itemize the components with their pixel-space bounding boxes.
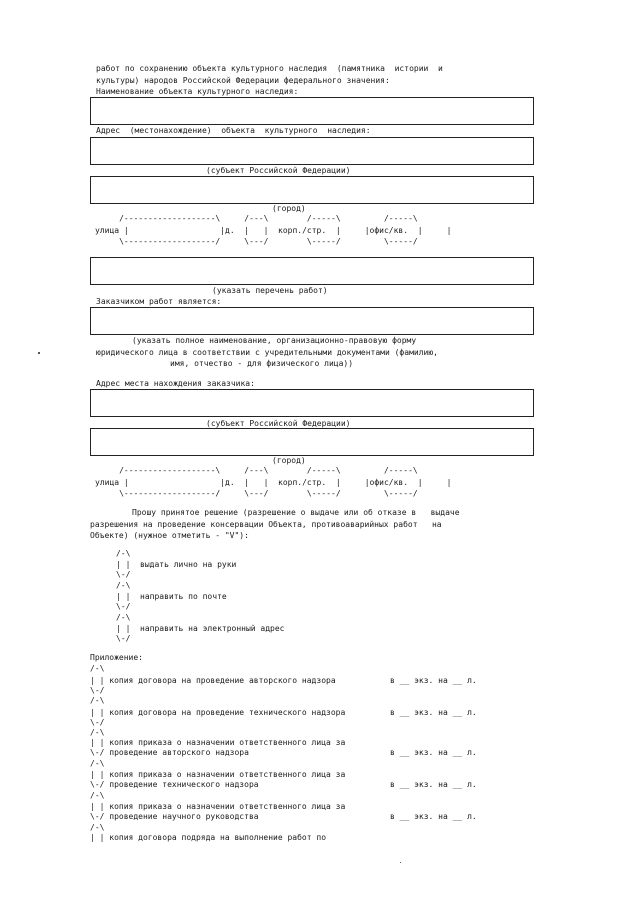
attachment-item-3-qty: в __ экз. на __ л. [390, 748, 477, 757]
delivery-checkbox-1[interactable]: | | [116, 560, 131, 569]
object-subject-caption: (субъект Российской Федерации) [206, 166, 351, 175]
attachment-item-3[interactable]: | | копия приказа о назначении ответственного лица за [90, 738, 346, 747]
delivery-box-top-3: /-\ [116, 613, 131, 622]
attachment-box-bottom-2: \-/ [90, 718, 105, 727]
customer-address-field[interactable] [90, 389, 534, 417]
attachment-item-1-qty: в __ экз. на __ л. [390, 676, 477, 685]
attachment-box-top-1: /-\ [90, 664, 105, 673]
attachment-item-6[interactable]: | | копия договора подряда на выполнение работ по [90, 833, 327, 842]
attachment-box-top-4: /-\ [90, 759, 105, 768]
attachment-item-1[interactable]: | | копия договора на проведение авторского надзора [90, 676, 336, 685]
attachment-item-2[interactable]: | | копия договора на проведение технического надзора [90, 708, 346, 717]
delivery-checkbox-2[interactable]: | | [116, 592, 131, 601]
customer-street-grid-bottom: \-------------------/ \---/ \-----/ \-----/ [95, 489, 418, 498]
customer-address-label: Адрес места нахождения заказчика: [96, 379, 255, 388]
intro-line-2: культуры) народов Российской Федерации федерального значения: [96, 76, 390, 85]
attachment-item-2-qty: в __ экз. на __ л. [390, 708, 477, 717]
attachment-box-bottom-1: \-/ [90, 686, 105, 695]
delivery-box-bottom-3: \-/ [116, 634, 131, 643]
intro-line-1: работ по сохранению объекта культурного наследия (памятника истории и [96, 64, 443, 73]
request-line-2: разрешения на проведение консервации Объекта, противоаварийных работ на [90, 520, 442, 529]
delivery-option-post: направить по почте [140, 592, 227, 601]
scan-speck [400, 862, 401, 863]
attachments-heading: Приложение: [90, 653, 143, 662]
request-line-1: Прошу принятое решение (разрешение о выдаче или об отказе в выдаче [132, 508, 460, 517]
attachment-box-top-6: /-\ [90, 823, 105, 832]
attachment-item-4-cont: \-/ проведение технического надзора [90, 780, 259, 789]
object-name-field[interactable] [90, 97, 534, 125]
customer-caption-1: (указать полное наименование, организационно-правовую форму [132, 336, 417, 345]
customer-caption-3: имя, отчество - для физического лица)) [170, 359, 354, 368]
works-caption: (указать перечень работ) [212, 286, 328, 295]
delivery-box-bottom-1: \-/ [116, 570, 131, 579]
attachment-box-top-2: /-\ [90, 696, 105, 705]
attachment-item-5-cont: \-/ проведение научного руководства [90, 812, 259, 821]
object-city-caption: (город) [272, 204, 306, 213]
attachment-item-5-qty: в __ экз. на __ л. [390, 812, 477, 821]
customer-city-caption: (город) [272, 456, 306, 465]
object-name-label: Наименование объекта культурного наследия: [96, 87, 299, 96]
delivery-box-top-2: /-\ [116, 581, 131, 590]
works-list-field[interactable] [90, 257, 534, 285]
attachment-item-4[interactable]: | | копия приказа о назначении ответственного лица за [90, 770, 346, 779]
object-address-label: Адрес (местонахождение) объекта культурного наследия: [96, 126, 371, 135]
delivery-box-top-1: /-\ [116, 549, 131, 558]
attachment-item-4-qty: в __ экз. на __ л. [390, 780, 477, 789]
request-line-3: Объекте) (нужное отметить - "V"): [90, 531, 249, 540]
customer-street-grid-top: /-------------------\ /---\ /-----\ /-----\ [95, 466, 418, 475]
margin-dot [38, 352, 40, 354]
object-street-grid-mid[interactable]: улица | |д. | | корп./стр. | |офис/кв. | | [95, 226, 452, 235]
delivery-box-bottom-2: \-/ [116, 602, 131, 611]
attachment-item-5[interactable]: | | копия приказа о назначении ответственного лица за [90, 802, 346, 811]
object-address-field[interactable] [90, 137, 534, 165]
attachment-box-top-5: /-\ [90, 791, 105, 800]
delivery-option-email: направить на электронный адрес [140, 624, 285, 633]
customer-city-field[interactable] [90, 428, 534, 456]
object-street-grid-bottom: \-------------------/ \---/ \-----/ \-----/ [95, 237, 418, 246]
object-city-field[interactable] [90, 176, 534, 204]
delivery-checkbox-3[interactable]: | | [116, 624, 131, 633]
attachment-item-3-cont: \-/ проведение авторского надзора [90, 748, 249, 757]
customer-street-grid-mid[interactable]: улица | |д. | | корп./стр. | |офис/кв. | | [95, 478, 452, 487]
attachment-box-top-3: /-\ [90, 728, 105, 737]
customer-label: Заказчиком работ является: [96, 297, 222, 306]
customer-caption-2: юридического лица в соответствии с учредительными документами (фамилию, [96, 348, 438, 357]
object-street-grid-top: /-------------------\ /---\ /-----\ /-----\ [95, 214, 418, 223]
delivery-option-in-person: выдать лично на руки [140, 560, 237, 569]
customer-subject-caption: (субъект Российской Федерации) [206, 419, 351, 428]
customer-field[interactable] [90, 307, 534, 335]
